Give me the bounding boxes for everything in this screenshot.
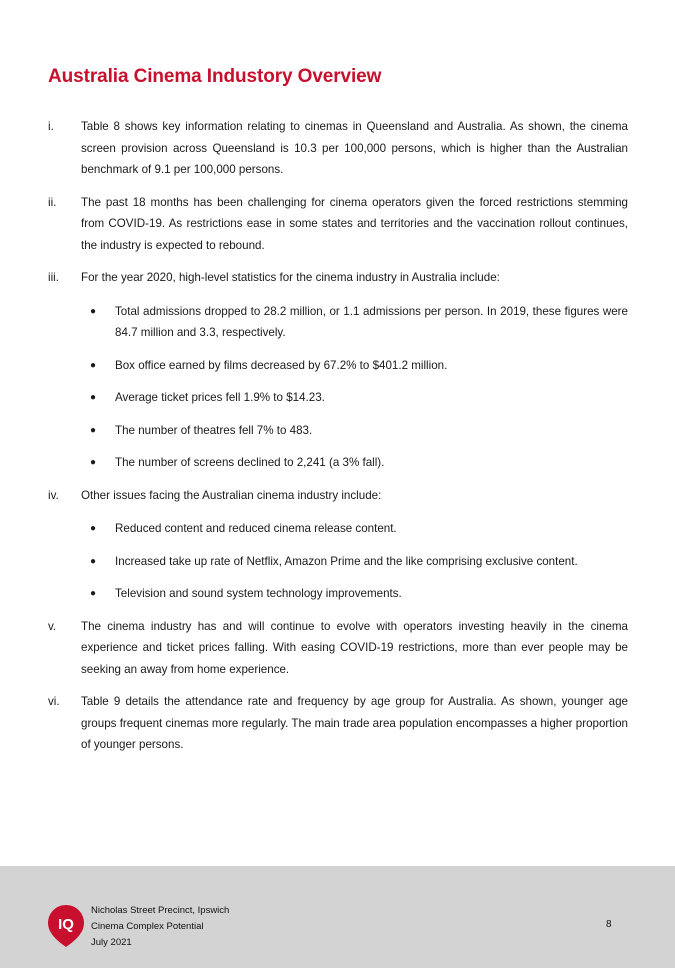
list-item-text: The cinema industry has and will continue to evolve with operators investing heavily in the cinema experience and ticket prices falling. With easing COVID-19 restrictions, more than ever people may be seeking an away from home experience. (81, 619, 628, 676)
footer-info (91, 903, 229, 951)
bullet-text: Box office earned by films decreased by 67.2% to $401.2 million. (115, 358, 448, 372)
bullet-list (81, 518, 628, 605)
list-item-text: For the year 2020, high-level statistics for the cinema industry in Australia include: (81, 271, 500, 284)
bullet-item (81, 583, 628, 605)
bullet-text: Reduced content and reduced cinema release content. (115, 522, 397, 535)
footer-date: July 2021 (91, 937, 132, 948)
bullet-text: Total admissions dropped to 28.2 million, or 1.1 admissions per person. In 2019, these figures were 84.7 million and 3.3, respectively. (115, 304, 628, 339)
bullet-icon: ● (90, 457, 97, 468)
list-item-numeral: vi. (48, 695, 60, 708)
bullet-icon: ● (90, 555, 97, 567)
list-item (48, 691, 628, 756)
page-footer (0, 866, 675, 968)
page-number: 8 (606, 919, 612, 930)
list-item-numeral: iv. (48, 488, 59, 502)
bullet-text: The number of screens declined to 2,241 (a 3% fall). (115, 456, 385, 469)
list-item (48, 485, 628, 605)
footer-report-title: Cinema Complex Potential (91, 921, 204, 932)
bullet-text: The number of theatres fell 7% to 483. (115, 423, 313, 437)
list-item (48, 267, 628, 474)
list-item-text: Table 9 details the attendance rate and frequency by age group for Australia. As shown, younger age groups frequent cinemas more regularly. The main trade area population encompasses a higher proportion of younger persons. (81, 695, 628, 751)
bullet-item (81, 452, 628, 474)
logo-text: IQ (58, 916, 74, 933)
list-item-numeral: iii. (48, 271, 59, 284)
bullet-item (81, 551, 628, 573)
list-item (48, 192, 628, 257)
bullet-item (81, 518, 628, 540)
document-body (48, 116, 628, 767)
list-item-numeral: ii. (48, 195, 57, 209)
bullet-item (81, 420, 628, 442)
list-item-numeral: i. (48, 120, 54, 133)
list-item-text: The past 18 months has been challenging for cinema operators given the forced restrictions stemming from COVID-19. As restrictions ease in some states and territories and the vaccination rollout continues, the industry is expected to rebound. (81, 195, 628, 252)
bullet-icon: ● (90, 392, 97, 403)
bullet-icon: ● (90, 588, 97, 599)
bullet-text: Average ticket prices fell 1.9% to $14.23. (115, 391, 325, 404)
list-item-text: Other issues facing the Australian cinema industry include: (81, 488, 382, 502)
list-item (48, 616, 628, 681)
list-item-numeral: v. (48, 619, 57, 633)
page-title: Australia Cinema Industory Overview (48, 66, 382, 87)
bullet-item (81, 355, 628, 377)
bullet-icon: ● (90, 305, 97, 317)
bullet-text: Increased take up rate of Netflix, Amazon Prime and the like comprising exclusive content. (115, 554, 578, 568)
list-item (48, 116, 628, 181)
list-item-text: Table 8 shows key information relating to cinemas in Queensland and Australia. As shown, the cinema screen provision across Queensland is 10.3 per 100,000 persons, which is higher than the Australian benchmark of 9.1 per 100,000 persons. (81, 120, 628, 176)
bullet-text: Television and sound system technology improvements. (115, 587, 402, 600)
footer-project-name: Nicholas Street Precinct, Ipswich (91, 905, 230, 916)
bullet-icon: ● (90, 359, 97, 371)
iq-logo-icon (47, 904, 85, 948)
bullet-list (81, 301, 628, 474)
bullet-icon: ● (90, 523, 97, 534)
bullet-item (81, 301, 628, 344)
bullet-icon: ● (90, 424, 97, 436)
bullet-item (81, 387, 628, 409)
